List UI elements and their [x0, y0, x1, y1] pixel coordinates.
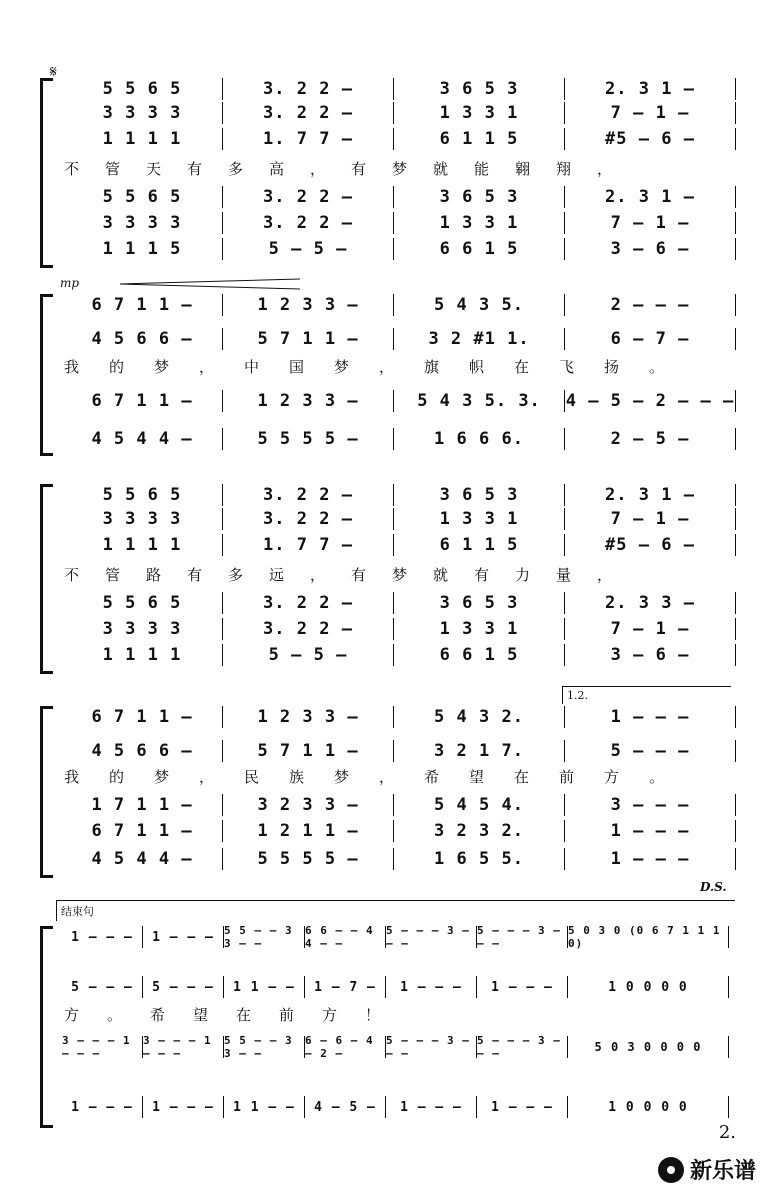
system-5	[40, 926, 730, 1126]
measure: 3. 2 2 –	[222, 186, 393, 208]
measure: 1 – – –	[71, 1099, 133, 1115]
measure: 1 1 1 1	[102, 129, 182, 149]
measure: 1 2 1 1 –	[222, 820, 393, 842]
measure: 6 6 – – 4 4 – –	[304, 926, 385, 948]
measure: 6 – 6 – 4 – 2 –	[304, 1036, 385, 1058]
measure: 5 – – –	[142, 976, 223, 998]
measure: 1 – – –	[564, 848, 736, 870]
measure: 3. 2 2 –	[222, 592, 393, 614]
measure: 5 – – –	[564, 740, 736, 762]
measure: 5 5 – – 3 3 – –	[223, 1036, 304, 1058]
measure: 2. 3 1 –	[564, 78, 736, 100]
page-number: 2.	[718, 1122, 736, 1143]
measure: 3 6 5 3	[393, 78, 564, 100]
measure: 3 2 1 7.	[393, 740, 564, 762]
measure: 1 1 1 1	[102, 645, 182, 665]
measure: 3 6 5 3	[393, 592, 564, 614]
measure: 3 – – – 1 – – –	[62, 1034, 131, 1060]
measure: 5 5 5 5 –	[222, 848, 393, 870]
measure: 1 2 3 3 –	[222, 706, 393, 728]
measure: 2. 3 1 –	[564, 186, 736, 208]
measure: 5 – 5 –	[222, 644, 393, 666]
measure: 3 3 3 3	[102, 213, 182, 233]
measure: 5 – 5 –	[222, 238, 393, 260]
measure: 4 5 4 4 –	[91, 849, 193, 869]
measure: 1 0 0 0 0	[567, 976, 729, 998]
measure: 3 2 #1 1.	[393, 328, 564, 350]
system-2	[40, 294, 740, 454]
measure: 1 3 3 1	[393, 102, 564, 124]
measure: 7 – 1 –	[564, 508, 736, 530]
measure: 1 1 – –	[223, 976, 304, 998]
measure: 3 – – – 1 – – –	[142, 1036, 223, 1058]
measure: 7 – 1 –	[564, 212, 736, 234]
measure: 5 – – –	[71, 979, 133, 995]
system-3	[40, 484, 740, 674]
measure: 6 6 1 5	[393, 238, 564, 260]
measure: 5 5 6 5	[102, 593, 182, 613]
measure: 5 0 3 0 (0 6 7 1 1 1 0)	[567, 926, 729, 948]
measure: 3. 2 2 –	[222, 508, 393, 530]
measure: 1 3 3 1	[393, 618, 564, 640]
site-logo	[658, 1154, 756, 1185]
measure: 1. 7 7 –	[222, 128, 393, 150]
measure: 5 5 6 5	[102, 485, 182, 505]
measure: 6 – 7 –	[564, 328, 736, 350]
measure: 3. 2 2 –	[222, 78, 393, 100]
measure: 1 1 1 1	[102, 535, 182, 555]
record-disc-icon	[658, 1157, 684, 1183]
measure: #5 – 6 –	[564, 128, 736, 150]
measure: 2. 3 1 –	[564, 484, 736, 506]
measure: 5 4 3 5. 3.	[393, 390, 564, 412]
measure: 5 – – – 3 – – –	[476, 926, 567, 948]
measure: 1 – – –	[142, 1096, 223, 1118]
measure: 3. 2 2 –	[222, 212, 393, 234]
measure: 5 0 3 0 0 0 0	[567, 1036, 729, 1058]
measure: 5 – – – 3 – – –	[385, 926, 476, 948]
measure: 1 – – –	[71, 929, 133, 945]
measure: 3 3 3 3	[102, 103, 182, 123]
measure: 5 4 5 4.	[393, 794, 564, 816]
measure: 1 1 1 5	[102, 239, 182, 259]
measure: 6 6 1 5	[393, 644, 564, 666]
measure: 2. 3 3 –	[564, 592, 736, 614]
measure: 1 – – –	[385, 1096, 476, 1118]
system-4	[40, 706, 740, 876]
measure: 3 6 5 3	[393, 484, 564, 506]
measure: #5 – 6 –	[564, 534, 736, 556]
measure: 5 – – – 3 – – –	[476, 1036, 567, 1058]
system-1	[40, 78, 740, 268]
measure: 5 4 3 5.	[393, 294, 564, 316]
measure: 1 0 0 0 0	[567, 1096, 729, 1118]
measure: 1 6 5 5.	[393, 848, 564, 870]
measure: 1. 7 7 –	[222, 534, 393, 556]
measure: 1 – – –	[476, 976, 567, 998]
lyrics-line: 不管路有多远，有梦就有力量，	[64, 566, 639, 584]
measure: 3 2 3 2.	[393, 820, 564, 842]
measure: 4 – 5 –	[304, 1096, 385, 1118]
measure: 3. 2 2 –	[222, 102, 393, 124]
measure: 5 – – – 3 – – –	[385, 1036, 476, 1058]
measure: 1 6 6 6.	[393, 428, 564, 450]
measure: 1 2 3 3 –	[222, 294, 393, 316]
measure: 4 5 4 4 –	[91, 429, 193, 449]
measure: 1 2 3 3 –	[222, 390, 393, 412]
measure: 5 7 1 1 –	[222, 740, 393, 762]
measure: 5 7 1 1 –	[222, 328, 393, 350]
measure: 4 – 5 – 2 – – –	[565, 391, 735, 411]
crescendo-hairpin	[120, 278, 300, 290]
measure: 2 – 5 –	[564, 428, 736, 450]
measure: 1 – 7 –	[304, 976, 385, 998]
measure: 1 – – –	[564, 820, 736, 842]
lyrics-line: 我的梦，中国梦，旗帜在飞扬。	[64, 358, 695, 376]
measure: 1 1 – –	[223, 1096, 304, 1118]
dynamic-mp: mp	[60, 276, 80, 290]
measure: 3 3 3 3	[102, 509, 182, 529]
measure: 5 5 – – 3 3 – –	[223, 926, 304, 948]
lyrics-line: 方。希望在前方！	[64, 1006, 409, 1024]
measure: 5 4 3 2.	[393, 706, 564, 728]
segno-mark: 𝄋	[50, 62, 57, 81]
measure: 6 7 1 1 –	[91, 391, 193, 411]
measure: 3 – – –	[564, 794, 736, 816]
measure: 4 5 6 6 –	[91, 329, 193, 349]
lyrics-line: 不管天有多高，有梦就能翱翔，	[64, 160, 639, 178]
volta-bracket: 1.2.	[562, 686, 731, 704]
measure: 7 – 1 –	[564, 102, 736, 124]
measure: 1 – – –	[564, 706, 736, 728]
measure: 3 6 5 3	[393, 186, 564, 208]
measure: 3. 2 2 –	[222, 618, 393, 640]
measure: 1 – – –	[476, 1096, 567, 1118]
measure: 7 – 1 –	[564, 618, 736, 640]
measure: 3. 2 2 –	[222, 484, 393, 506]
lyrics-line: 我的梦，民族梦，希望在前方。	[64, 768, 695, 786]
measure: 6 1 1 5	[393, 534, 564, 556]
measure: 3 2 3 3 –	[222, 794, 393, 816]
measure: 3 3 3 3	[102, 619, 182, 639]
ending-label: 结束句	[56, 900, 735, 921]
ds-mark: D.S.	[700, 880, 727, 894]
measure: 5 5 6 5	[102, 79, 182, 99]
measure: 3 – 6 –	[564, 644, 736, 666]
measure: 6 1 1 5	[393, 128, 564, 150]
measure: 1 3 3 1	[393, 508, 564, 530]
measure: 1 7 1 1 –	[91, 795, 193, 815]
measure: 1 3 3 1	[393, 212, 564, 234]
brand-name: 新乐谱	[689, 1159, 756, 1184]
measure: 6 7 1 1 –	[91, 821, 193, 841]
measure: 5 5 6 5	[102, 187, 182, 207]
measure: 4 5 6 6 –	[91, 741, 193, 761]
measure: 6 7 1 1 –	[91, 295, 193, 315]
measure: 5 5 5 5 –	[222, 428, 393, 450]
measure: 2 – – –	[564, 294, 736, 316]
measure: 1 – – –	[385, 976, 476, 998]
measure: 1 – – –	[142, 926, 223, 948]
measure: 3 – 6 –	[564, 238, 736, 260]
measure: 6 7 1 1 –	[91, 707, 193, 727]
